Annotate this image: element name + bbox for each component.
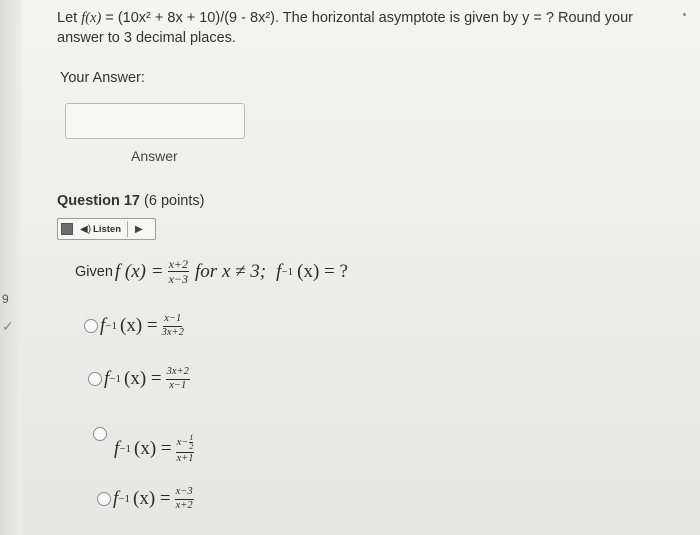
answer-caption: Answer [131, 148, 178, 164]
given-condition: for x ≠ 3; [195, 260, 267, 282]
option-4-radio[interactable] [97, 492, 111, 506]
option-3-fraction: x− $\frac{1}{2}$ x+1 [176, 433, 194, 464]
given-lhs: f (x) = [114, 260, 164, 282]
play-icon[interactable]: ▶ [135, 223, 143, 235]
option-2-radio[interactable] [88, 372, 102, 386]
option-1-fraction: $\frac{x-1}{3x+2}$ [161, 313, 184, 338]
option-2[interactable]: f −1 (x) = $\frac{3x+2}{x-1}$ [88, 367, 194, 391]
listen-button[interactable]: Listen [93, 223, 122, 235]
option-3[interactable]: f −1 (x) = x− $\frac{1}{2}$ x+1 [114, 433, 194, 464]
corner-dot [683, 13, 686, 16]
previous-question-text: Let f(x) = (10x² + 8x + 10)/(9 - 8x²). The horizontal asymptote is given by y = ? Round your answer to 3 decimal places. [57, 10, 633, 46]
given-fraction: $\frac{x+2}{x-3}$ [168, 257, 189, 286]
fx-symbol: f(x) [81, 10, 102, 26]
option-4[interactable]: f −1 (x) = $\frac{x-3}{x+2}$ [97, 487, 198, 511]
your-answer-label: Your Answer: [60, 70, 145, 86]
given-inverse-arg: (x) = ? [297, 260, 348, 282]
listen-toolbar[interactable] [57, 218, 156, 240]
given-inverse-f: f [276, 260, 282, 282]
edge-question-number: 9 [2, 292, 9, 306]
option-3-radio[interactable] [93, 427, 107, 441]
given-statement: Given f (x) = $\frac{x+2}{x-3}$ for x ≠ 3; f −1 (x) = ? [75, 257, 348, 286]
check-icon: ✓ [2, 318, 14, 334]
left-edge-strip [0, 0, 22, 535]
screen-reader-icon[interactable] [61, 223, 73, 235]
listen-divider [127, 221, 128, 237]
option-1[interactable]: f −1 (x) = $\frac{x-1}{3x+2}$ [84, 314, 188, 338]
given-label: Given [75, 263, 113, 280]
option-3-inner-fraction: $\frac{1}{2}$ [189, 433, 194, 451]
speaker-icon[interactable]: ◀) [80, 223, 92, 235]
answer-input[interactable] [65, 103, 245, 139]
option-2-fraction: $\frac{3x+2}{x-1}$ [166, 366, 189, 391]
option-4-fraction: $\frac{x-3}{x+2}$ [175, 486, 193, 511]
question-title: Question 17 (6 points) [57, 193, 205, 209]
option-1-radio[interactable] [84, 319, 98, 333]
